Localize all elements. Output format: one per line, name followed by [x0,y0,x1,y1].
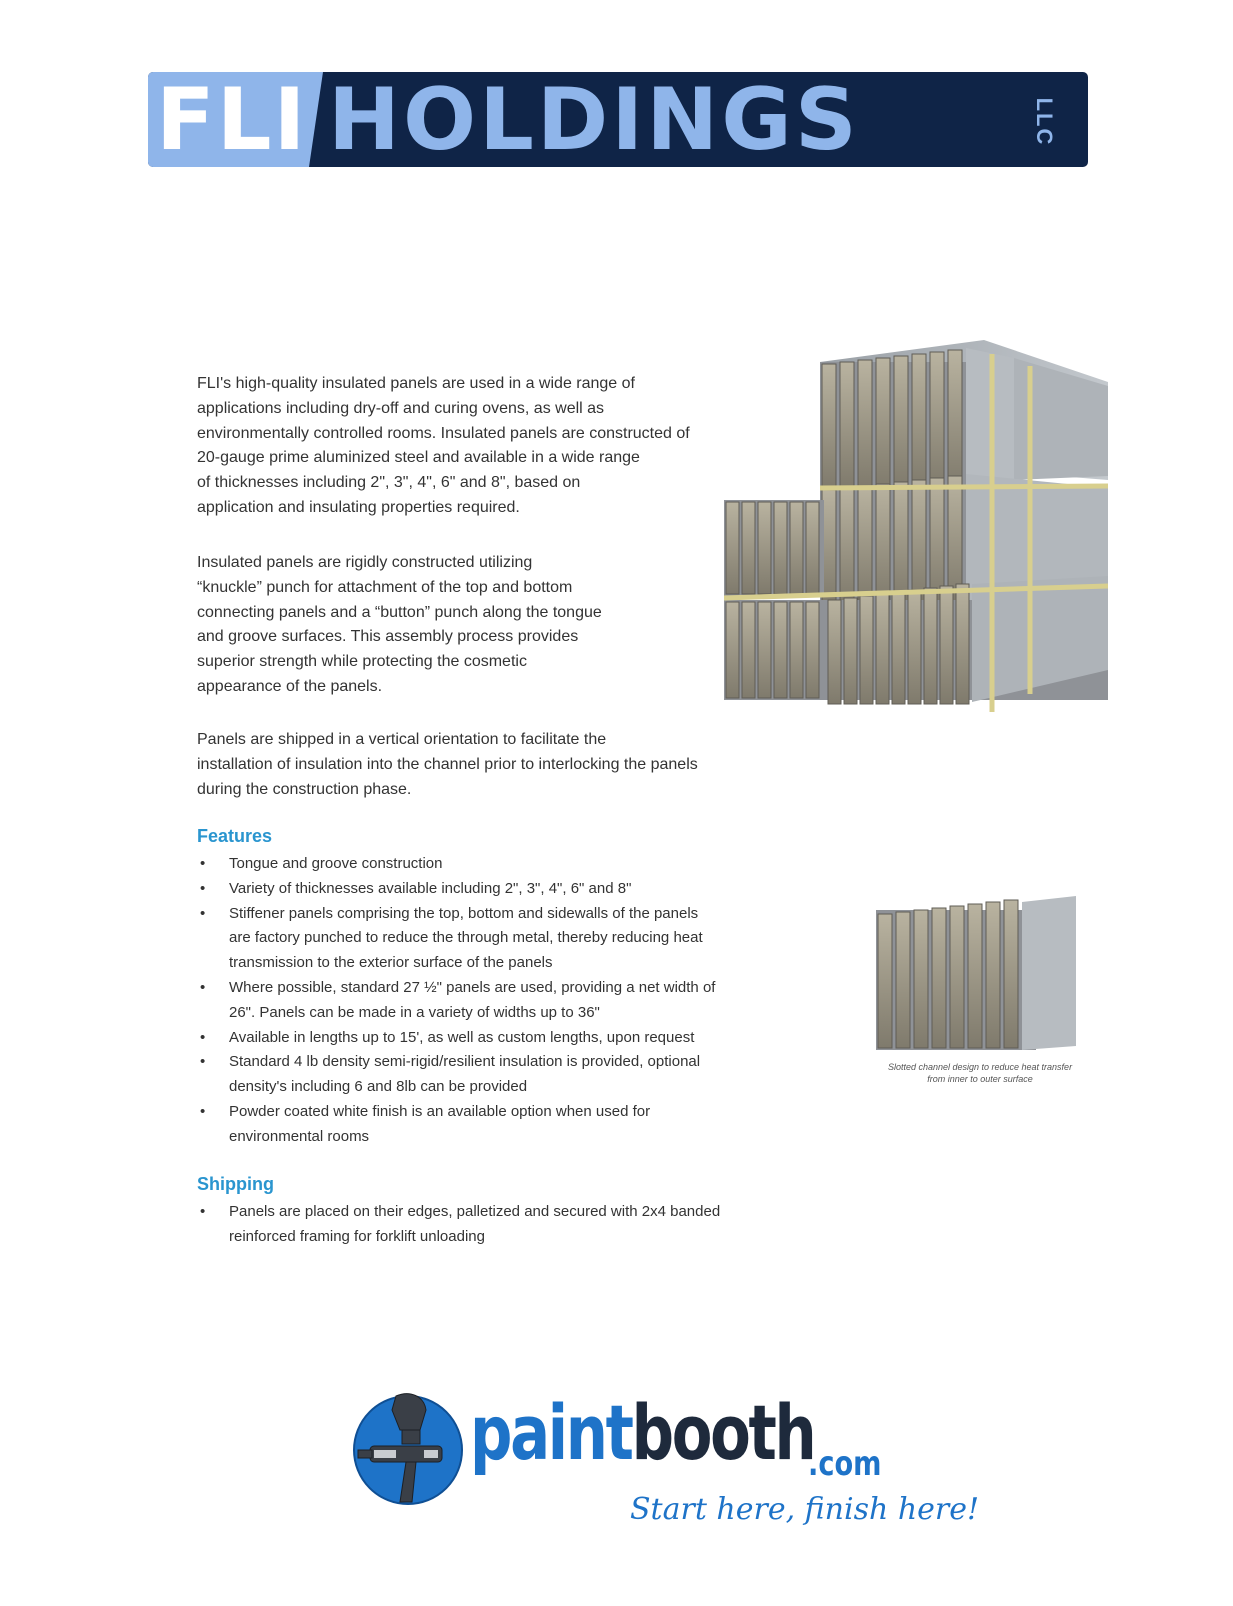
stacked-panels-photo [724,340,1108,740]
paintbooth-wordmark: paintbooth [470,1388,815,1477]
features-heading: Features [197,826,273,846]
list-item: • Variety of thicknesses available including 2", 3", 4", 6" and 8" [197,877,757,902]
paintbooth-tld: .com [808,1444,882,1484]
logo-holdings: HOLDINGS [328,72,860,167]
paintbooth-tagline: Start here, finish here! [630,1492,980,1527]
list-item: • Stiffener panels comprising the top, bottom and sidewalls of the panels are factory punched to reduce the through metal, thereby reducing heat transmission to the exterior surface of the panels [197,902,757,976]
spray-gun-icon [350,1390,466,1506]
shipping-orientation-paragraph: Panels are shipped in a vertical orientation to facilitate the installation of insulation into the channel prior to interlocking the panels during the construction phase. [197,731,698,798]
list-item: • Panels are placed on their edges, palletized and secured with 2x4 banded reinforced framing for forklift unloading [197,1200,757,1250]
construction-paragraph: Insulated panels are rigidly constructed utilizing “knuckle” punch for attachment of the top and bottom connecting panels and a “button” punch along the tongue and groove surfaces. This assembly process provides superior strength while protecting the cosmetic appearance of the panels. [197,554,602,695]
intro-paragraph: FLI's high-quality insulated panels are used in a wide range of applications including dry-off and curing ovens, as well as environmentally controlled rooms. Insulated panels are constructed of 20-gauge prime aluminized steel and available in a wide range of thicknesses including 2", 3", 4", 6" and 8", based on application and insulating properties required. [197,375,690,516]
slotted-channel-photo [876,896,1076,1052]
photo-caption: Slotted channel design to reduce heat transfer from inner to outer surface [887,1062,1073,1084]
features-list [197,852,757,1150]
header-banner [148,72,1088,167]
shipping-list [197,1200,757,1250]
list-item: • Powder coated white finish is an available option when used for environmental rooms [197,1100,757,1150]
logo-llc: LLC [1032,97,1057,147]
list-item: • Tongue and groove construction [197,852,757,877]
list-item: • Where possible, standard 27 ½" panels are used, providing a net width of 26". Panels can be made in a variety of widths up to 36" [197,976,757,1026]
logo-fli: FLI [156,72,308,167]
list-item: • Standard 4 lb density semi-rigid/resilient insulation is provided, optional density's including 6 and 8lb can be provided [197,1050,757,1100]
list-item: • Available in lengths up to 15', as well as custom lengths, upon request [197,1026,757,1051]
shipping-heading: Shipping [197,1174,274,1194]
